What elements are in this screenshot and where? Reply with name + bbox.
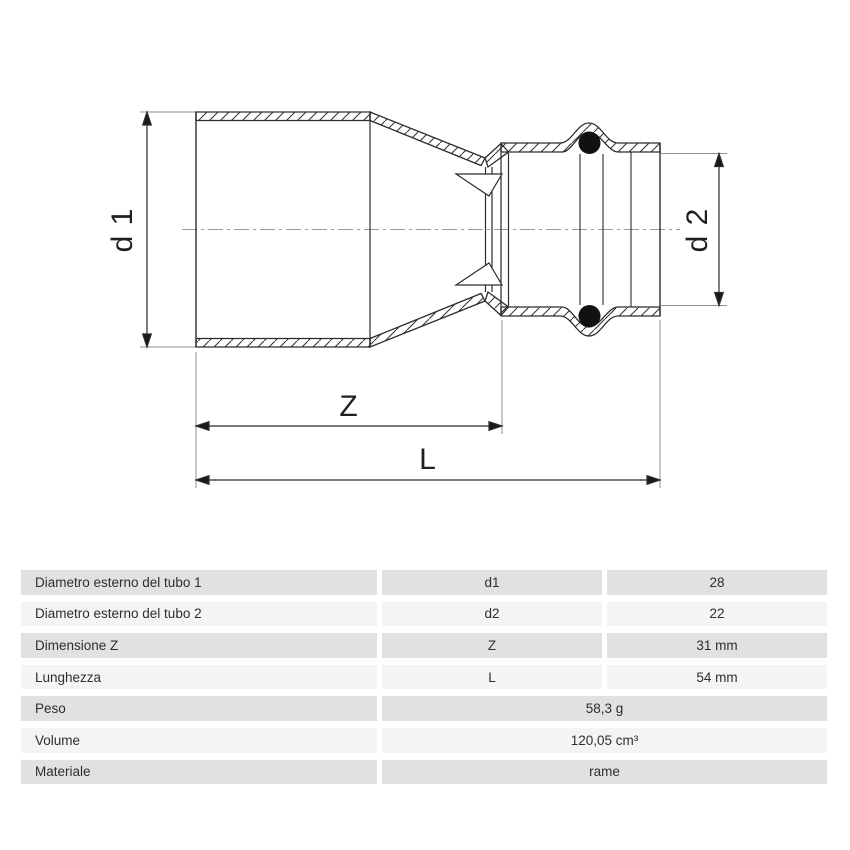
- spec-label-cell: Diametro esterno del tubo 1: [21, 570, 377, 595]
- spec-value-cell: 22: [607, 602, 827, 627]
- spec-symbol-cell: d1: [382, 570, 602, 595]
- spec-label-cell: Materiale: [21, 760, 377, 785]
- spec-symbol-cell: Z: [382, 633, 602, 658]
- spec-value-cell: 28: [607, 570, 827, 595]
- spec-label-cell: Volume: [21, 728, 377, 753]
- spec-label-cell: Diametro esterno del tubo 2: [21, 602, 377, 627]
- spec-value-cell: 54 mm: [607, 665, 827, 690]
- dimension-lines: [143, 112, 724, 484]
- spec-label-cell: Lunghezza: [21, 665, 377, 690]
- table-row: [21, 602, 827, 627]
- spec-value-cell: 31 mm: [607, 633, 827, 658]
- extension-lines: [140, 112, 727, 488]
- spec-value-cell: 58,3 g: [382, 696, 827, 721]
- spec-symbol-cell: d2: [382, 602, 602, 627]
- spec-table: [21, 570, 827, 791]
- dimension-label-d1: d 1: [105, 207, 139, 253]
- table-row: [21, 728, 827, 753]
- dimension-label-z: Z: [339, 390, 359, 423]
- dimension-label-l: L: [419, 443, 437, 476]
- spec-value-cell: rame: [382, 760, 827, 785]
- o-ring-top-icon: [579, 132, 601, 154]
- table-row: [21, 633, 827, 658]
- spec-value-cell: 120,05 cm³: [382, 728, 827, 753]
- spec-label-cell: Peso: [21, 696, 377, 721]
- o-ring-bottom-icon: [579, 305, 601, 327]
- spec-label-cell: Dimensione Z: [21, 633, 377, 658]
- dimension-label-d2: d 2: [680, 207, 714, 253]
- table-row: [21, 760, 827, 785]
- spec-symbol-cell: L: [382, 665, 602, 690]
- table-row: [21, 696, 827, 721]
- table-row: [21, 570, 827, 595]
- table-row: [21, 665, 827, 690]
